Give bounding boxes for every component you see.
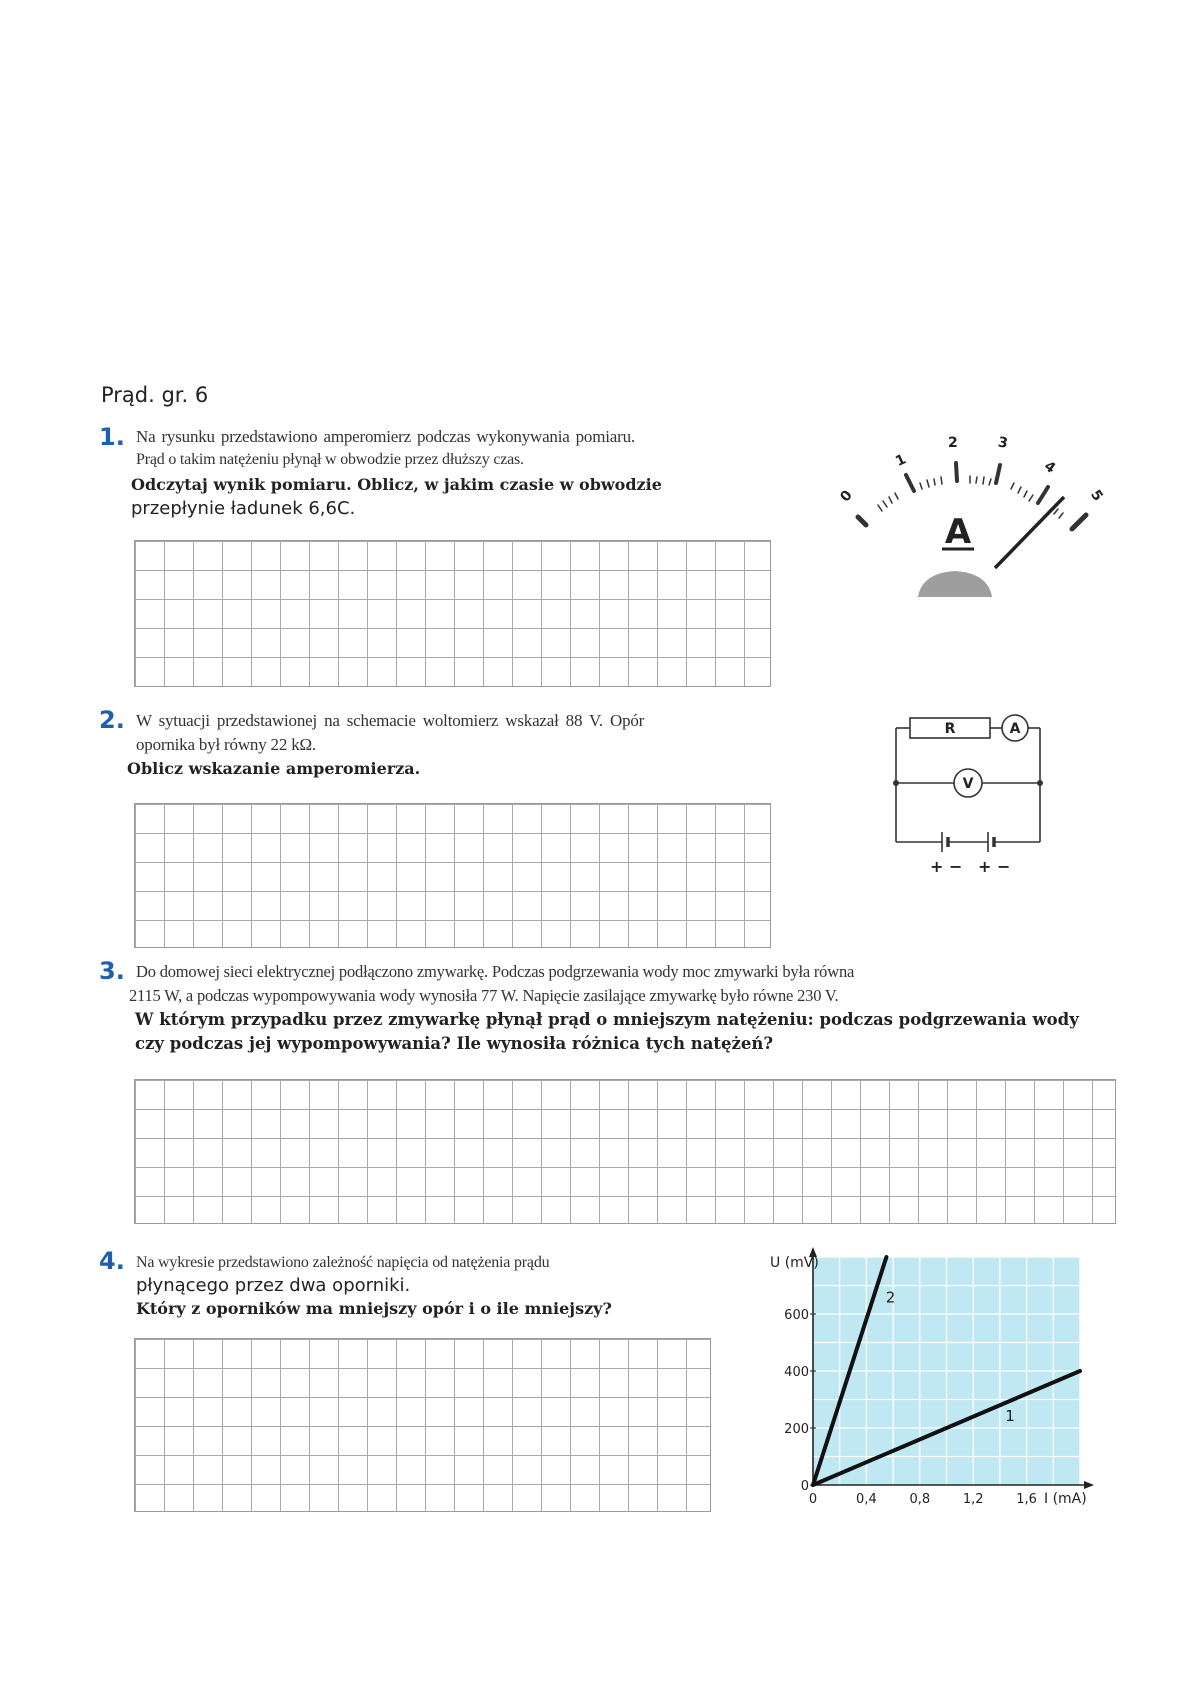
battery1-signs: + − (930, 857, 963, 876)
battery2-signs: + − (978, 857, 1011, 876)
task3-line1: Do domowej sieci elektrycznej podłączono zmywarkę. Podczas podgrzewania wody moc zmywarki była równa (136, 962, 855, 981)
task2-line2: opornika był równy 22 kΩ. (136, 735, 316, 754)
task2-line3: Oblicz wskazanie amperomierza. (127, 759, 421, 778)
scale-label-1: 1 (892, 451, 909, 470)
task2-number: 2. (99, 706, 125, 734)
x-tick-label: 0,8 (909, 1492, 931, 1507)
task1-answer-grid[interactable] (134, 540, 771, 687)
scale-label-4: 4 (1041, 458, 1059, 477)
task4-line3: Który z oporników ma mniejszy opór i o ile mniejszy? (136, 1299, 612, 1318)
y-tick-label: 200 (784, 1422, 809, 1437)
series-label-1: 1 (1005, 1406, 1015, 1425)
scale-label-3: 3 (996, 434, 1010, 452)
task1-line1: Na rysunku przedstawiono amperomierz podczas wykonywania pomiaru. (136, 427, 635, 446)
task4-line1: Na wykresie przedstawiono zależność napięcia od natężenia prądu (136, 1254, 550, 1271)
task3-line4: czy podczas jej wypompowywania? Ile wynosiła różnica tych natężeń? (135, 1034, 774, 1053)
task1-line4: przepłynie ładunek 6,6C. (131, 498, 356, 519)
series-label-2: 2 (885, 1288, 896, 1307)
y-tick-label: 600 (784, 1308, 809, 1323)
task4-line2: płynącego przez dwa oporniki. (136, 1275, 411, 1296)
task1-line2: Prąd o takim natężeniu płynął w obwodzie przez dłuższy czas. (136, 451, 524, 468)
task4-answer-grid[interactable] (134, 1338, 711, 1512)
task4-number: 4. (99, 1247, 125, 1275)
ammeter-symbol: A (944, 512, 972, 552)
x-tick-label: 0 (808, 1492, 818, 1507)
task3-number: 3. (99, 957, 125, 985)
u-i-chart (770, 1245, 1110, 1515)
y-tick-label: 400 (784, 1365, 809, 1380)
ammeter-diagram (820, 425, 1120, 605)
ammeter-label: A (1009, 721, 1021, 737)
task2-line1: W sytuacji przedstawionej na schemacie woltomierz wskazał 88 V. Opór (136, 711, 645, 730)
task3-line3: W którym przypadku przez zmywarkę płynął prąd o mniejszym natężeniu: podczas podgrzewania wody (135, 1010, 1079, 1029)
x-tick-label: 1,2 (962, 1492, 984, 1507)
page-title: Prąd. gr. 6 (101, 383, 209, 407)
y-tick-label: 0 (800, 1479, 809, 1494)
x-tick-label: 0,4 (856, 1492, 877, 1507)
y-axis-label: U (mV) (770, 1255, 819, 1271)
scale-label-2: 2 (948, 435, 958, 451)
voltmeter-label: V (962, 776, 974, 792)
resistor-label: R (944, 721, 956, 737)
scale-label-5: 5 (1087, 487, 1106, 505)
x-axis-arrow (1084, 1481, 1094, 1489)
x-tick-label: 1,6 (1016, 1492, 1037, 1507)
task3-line2: 2115 W, a podczas wypompowywania wody wynosiła 77 W. Napięcie zasilające zmywarkę było równe 230 V. (129, 986, 839, 1005)
scale-label-0: 0 (837, 487, 856, 506)
task3-answer-grid[interactable] (134, 1079, 1116, 1224)
task2-answer-grid[interactable] (134, 803, 771, 948)
x-axis-label: I (mA) (1044, 1491, 1087, 1507)
task1-line3: Odczytaj wynik pomiaru. Oblicz, w jakim czasie w obwodzie (131, 475, 662, 494)
task1-number: 1. (99, 423, 125, 451)
circuit-diagram (880, 710, 1050, 885)
ammeter-needle (995, 497, 1064, 568)
ammeter-pivot (918, 571, 992, 597)
